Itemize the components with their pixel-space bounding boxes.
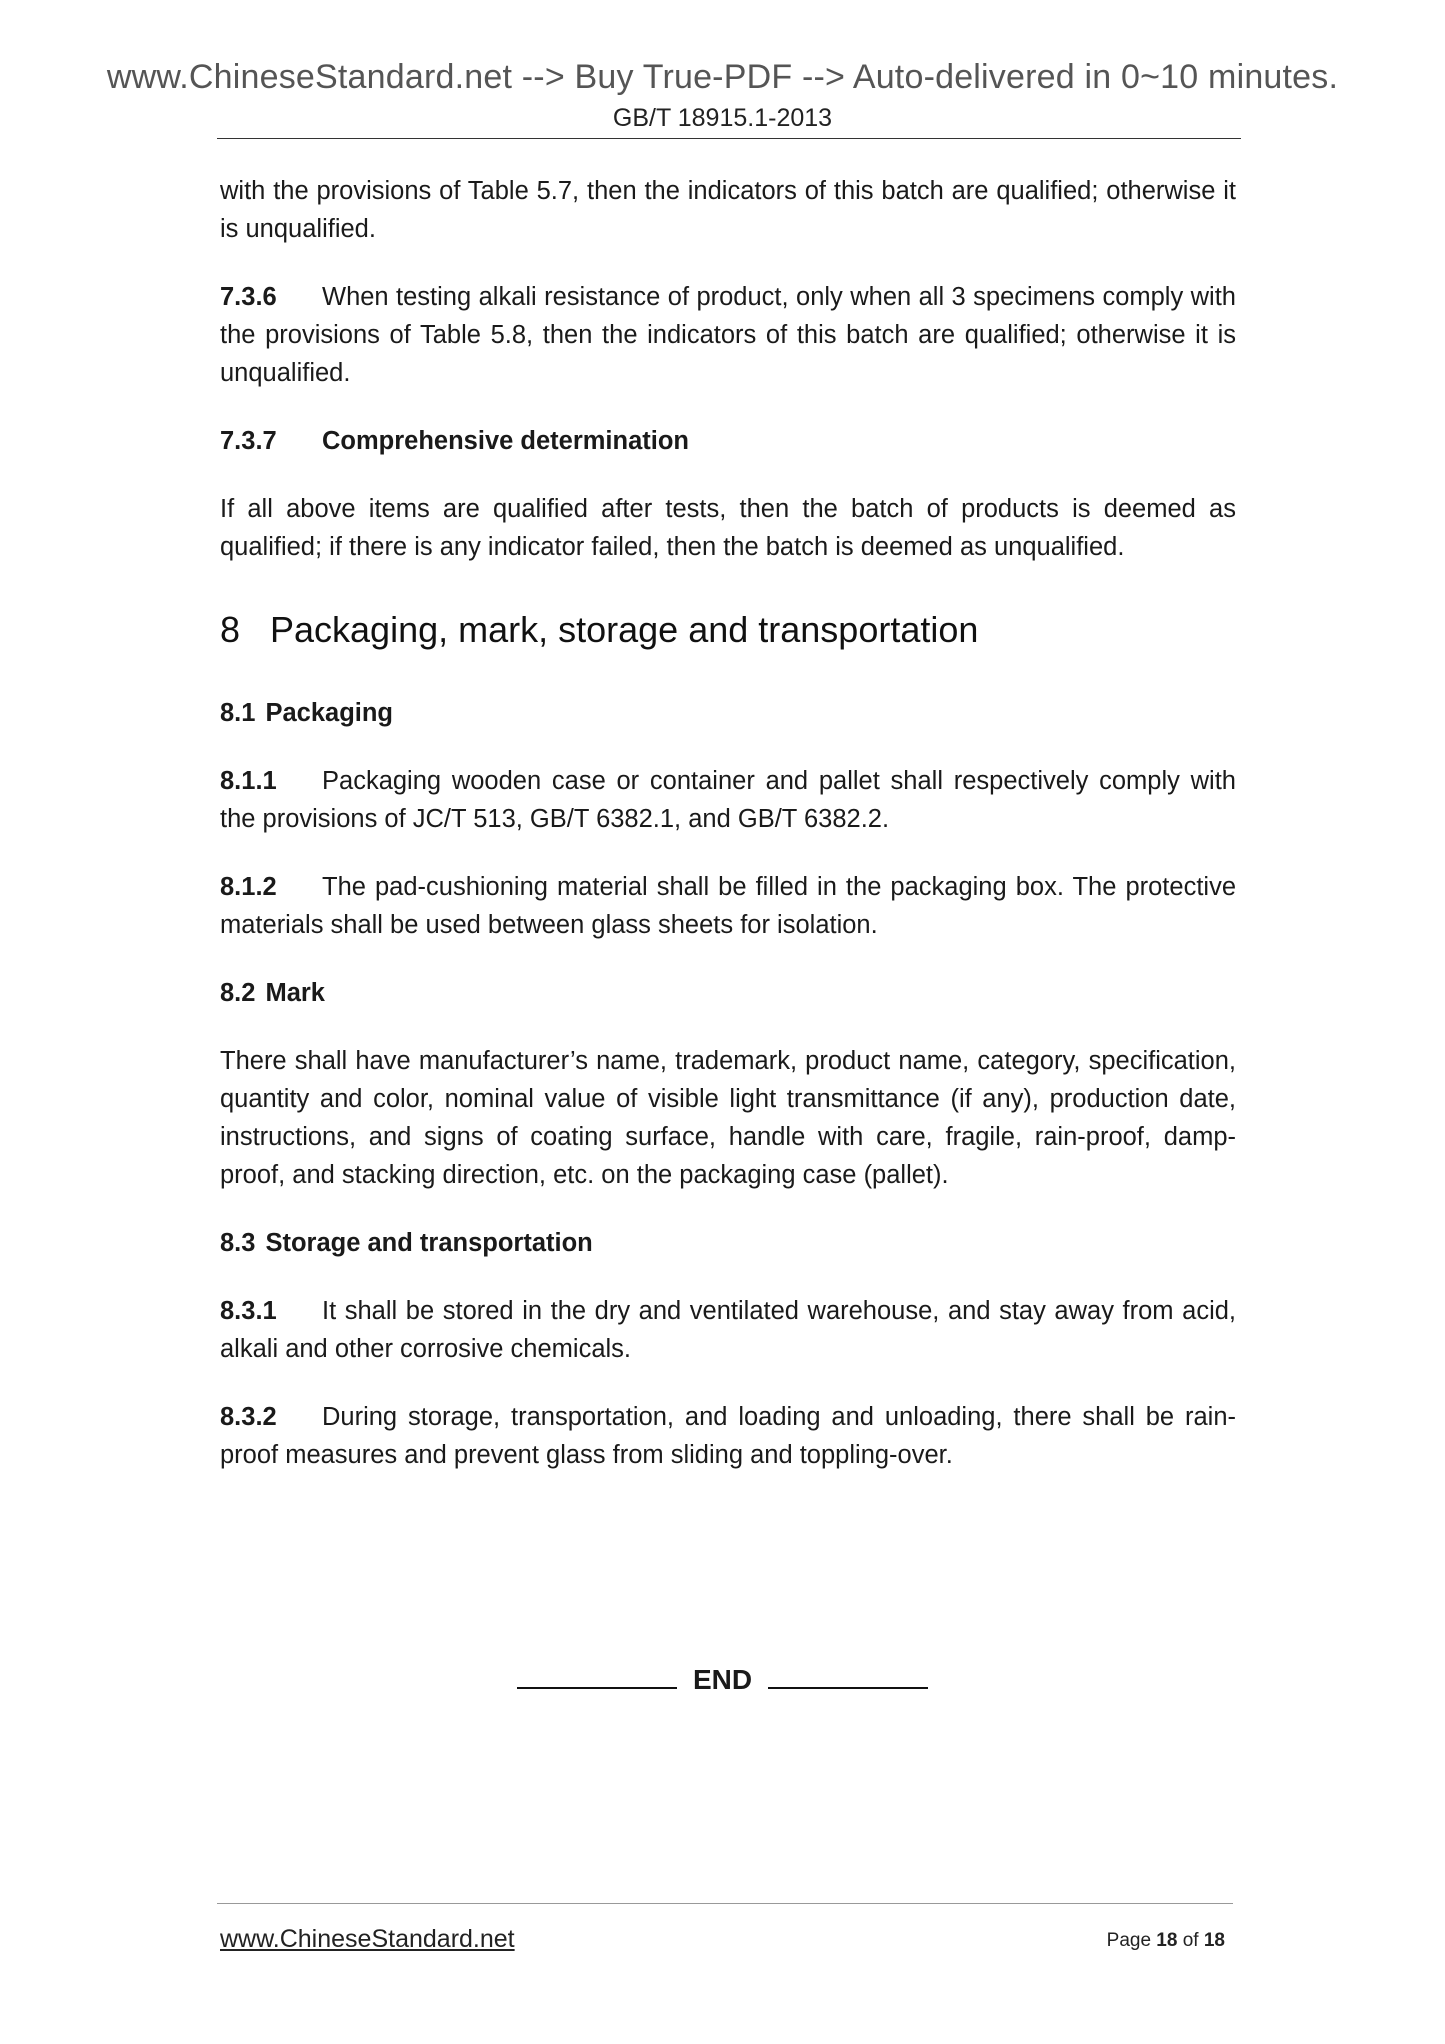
clause-number: 8.3.2 [220, 1403, 277, 1431]
header-banner: www.ChineseStandard.net --> Buy True-PDF --> Auto-delivered in 0~10 minutes. [106, 58, 1339, 96]
clause-8-3-1 [220, 1292, 1236, 1368]
page-indicator [1107, 1930, 1225, 1952]
clause-7-3-7-text: If all above items are qualified after tests, then the batch of products is deemed as qualified; if there is any indicator failed, then the batch is deemed as unqualified. [220, 495, 1236, 561]
standard-number: GB/T 18915.1-2013 [612, 104, 833, 132]
section-number: 8.1 [220, 699, 256, 727]
chapter-title: Packaging, mark, storage and transportation [270, 609, 979, 650]
section-title: Mark [265, 979, 325, 1007]
clause-7-3-6 [220, 278, 1236, 392]
end-underline-right [768, 1667, 928, 1689]
end-marker [0, 1664, 1445, 1696]
clause-number: 8.3.1 [220, 1297, 277, 1325]
section-title: Packaging [265, 699, 394, 727]
section-8-2-heading [220, 974, 1236, 1012]
clause-text: The pad-cushioning material shall be filled in the packaging box. The protective materials shall be used between glass sheets for isolation. [220, 873, 1236, 939]
clause-number: 7.3.7 [220, 427, 277, 455]
clause-7-3-7-heading [220, 422, 1236, 460]
end-underline-left [517, 1667, 677, 1689]
section-title: Storage and transportation [265, 1229, 593, 1257]
continuation-paragraph: with the provisions of Table 5.7, then the indicators of this batch are qualified; otherwise it is unqualified. [220, 177, 1236, 243]
clause-text: During storage, transportation, and loading and unloading, there shall be rain-proof measures and prevent glass from sliding and toppling-over. [220, 1403, 1236, 1469]
section-number: 8.2 [220, 979, 256, 1007]
clause-number: 8.1.1 [220, 767, 277, 795]
clause-8-1-1 [220, 762, 1236, 838]
section-8-3-heading [220, 1224, 1236, 1262]
section-number: 8.3 [220, 1229, 256, 1257]
section-8-1-heading [220, 694, 1236, 732]
end-label: END [692, 1664, 753, 1695]
page-current: 18 [1156, 1930, 1178, 1951]
chapter-8-heading [220, 606, 1236, 654]
chapter-number: 8 [220, 609, 241, 650]
page-of: of [1182, 1930, 1199, 1951]
page-total: 18 [1203, 1930, 1225, 1951]
section-8-2-text: There shall have manufacturer’s name, trademark, product name, category, specification, quantity and color, nominal value of visible light transmittance (if any), production date, instructions, and signs of coating surface, handle with care, fragile, rain-proof, damp-proof, and stacking direction, etc. on the packaging case (pallet). [220, 1047, 1236, 1189]
clause-number: 8.1.2 [220, 873, 277, 901]
document-body [220, 172, 1236, 1504]
footer-divider [217, 1903, 1233, 1904]
page-prefix: Page [1106, 1930, 1152, 1951]
clause-number: 7.3.6 [220, 283, 277, 311]
clause-text: It shall be stored in the dry and ventilated warehouse, and stay away from acid, alkali and other corrosive chemicals. [220, 1297, 1236, 1363]
clause-text: When testing alkali resistance of product, only when all 3 specimens comply with the provisions of Table 5.8, then the indicators of this batch are qualified; otherwise it is unqualified. [220, 283, 1236, 387]
clause-8-3-2 [220, 1398, 1236, 1474]
footer-website-link[interactable]: www.ChineseStandard.net [220, 1925, 515, 1953]
clause-title: Comprehensive determination [322, 427, 689, 455]
clause-text: Packaging wooden case or container and pallet shall respectively comply with the provisions of JC/T 513, GB/T 6382.1, and GB/T 6382.2. [220, 767, 1236, 833]
clause-8-1-2 [220, 868, 1236, 944]
header-divider [217, 138, 1241, 139]
